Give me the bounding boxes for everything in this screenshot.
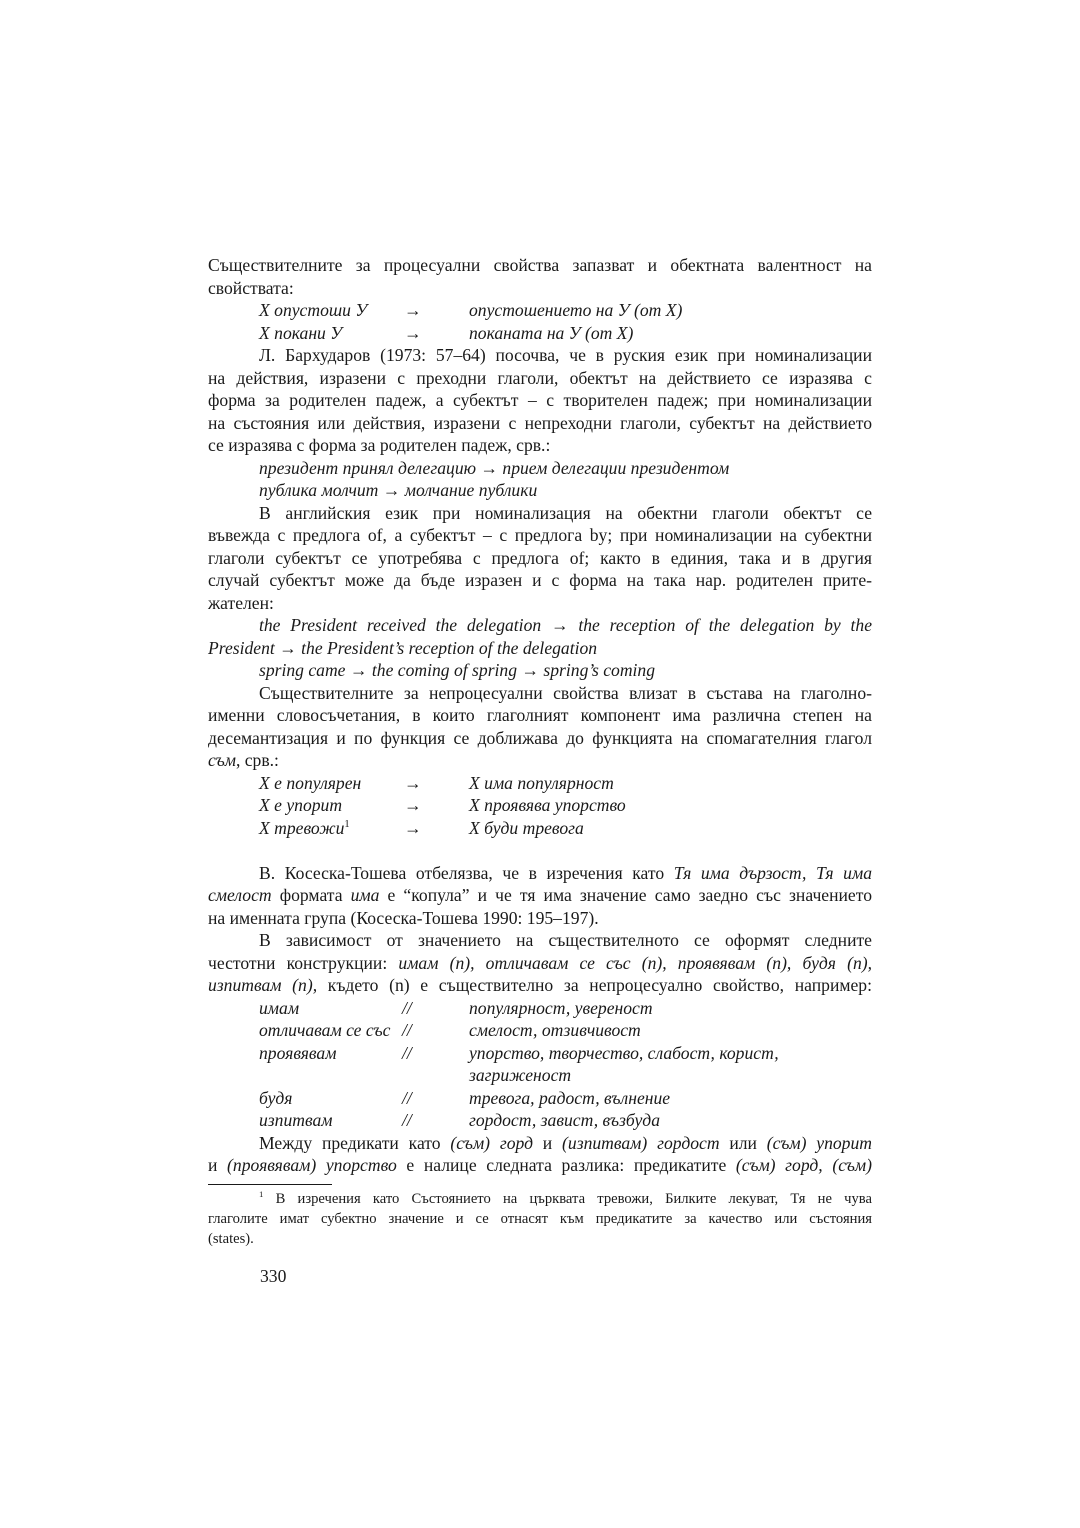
- verb-cell: изпитвам: [259, 1110, 333, 1130]
- separator-cell: //: [402, 1020, 412, 1040]
- example-line: [208, 457, 872, 480]
- separator-cell: //: [402, 997, 412, 1018]
- verb-table-row: [208, 1064, 872, 1087]
- separator-cell: //: [402, 1087, 412, 1108]
- example-line: [208, 637, 872, 660]
- verb-table-row: [208, 1087, 872, 1110]
- example-left: X е популярен: [259, 772, 362, 793]
- paragraph-line: съм, срв.:: [208, 750, 279, 770]
- example-left: X покани У: [259, 322, 343, 343]
- paragraph-line: и (проявявам) упорство е налице следната разлика: предикатите (съм) горд, (съм): [208, 1155, 872, 1175]
- spacer: [208, 839, 872, 862]
- paragraph-line: смелост формата има е “копула” и че тя има значение само заедно със значението: [208, 885, 872, 905]
- paragraph-line: форма за родителен падеж, а субектът – с творителен падеж; при номинализации: [208, 390, 872, 410]
- example-line: [208, 614, 872, 637]
- example-row: [208, 322, 872, 345]
- page-number: 330: [260, 1266, 287, 1286]
- example-left: X опустоши У: [259, 300, 368, 320]
- nouns-cell: загриженост: [469, 1065, 572, 1085]
- page-body: [208, 254, 872, 1249]
- footnote-marker[interactable]: 1: [344, 818, 350, 830]
- paragraph-line: на действия, изразени с преходни глаголи, обектът на действието се изразява с: [208, 367, 872, 388]
- paragraph-line: Съществителните за непроцесуални свойства влизат в състава на глаголно-: [259, 682, 872, 703]
- separator-cell: //: [402, 1042, 412, 1063]
- arrow-icon: →: [404, 795, 422, 815]
- paragraph-line: изпитвам (n), където (n) е съществително за непроцесуално свойство, например:: [208, 975, 872, 995]
- paragraph-line: честотни конструкции: имам (n), отличавам се със (n), проявявам (n), будя (n),: [208, 952, 873, 973]
- paragraph-line: на именната група (Косеска-Тошева 1990: 195–197).: [208, 907, 599, 928]
- paragraph-line: десемантизация и по функция се доближава до функцията на спомагателния глагол: [208, 727, 872, 748]
- example-left: X тревожи$^1$: [259, 817, 350, 838]
- english-example: the President received the delegation → the reception of the delegation by the: [259, 615, 872, 635]
- nouns-cell: упорство, творчество, слабост, корист,: [469, 1042, 779, 1063]
- verb-table-row: [208, 997, 872, 1020]
- verb-table-row: [208, 1042, 872, 1065]
- english-example: President → the President’s reception of the delegation: [208, 637, 598, 658]
- english-example: spring came → the coming of spring → spring’s coming: [259, 660, 656, 680]
- verb-cell: проявявам: [259, 1042, 337, 1063]
- paragraph-line: жателен:: [208, 592, 274, 613]
- verb-cell: имам: [259, 997, 300, 1018]
- arrow-icon: →: [404, 772, 422, 793]
- paragraph-line: именни словосъчетания, в които глаголният компонент има различна степен на: [208, 705, 872, 725]
- verb-cell: будя: [259, 1087, 293, 1108]
- example-right: поканата на У (от X): [469, 322, 634, 343]
- paragraph-line: Съществителните за процесуални свойства запазват и обектната валентност на: [208, 255, 872, 275]
- verb-table-row: [208, 1019, 872, 1042]
- footnote-separator: [208, 1184, 332, 1185]
- footnote-line: глаголите имат субектно значение и се отнасят към предикатите за качество или състояния: [208, 1210, 872, 1227]
- example-left: X е упорит: [259, 795, 343, 815]
- paragraph-line: въвежда с предлога of, а субектът – с предлога by; при номинализации на субектни: [208, 525, 872, 545]
- separator-cell: //: [402, 1110, 412, 1130]
- example-line: [208, 479, 872, 502]
- footnote-marker: 1: [259, 1188, 264, 1199]
- paragraph-line: на състояния или действия, изразени с непреходни глаголи, субектът на действието: [208, 412, 872, 433]
- verb-cell: отличавам се със: [259, 1020, 391, 1040]
- nouns-cell: смелост, отзивчивост: [469, 1020, 641, 1040]
- nouns-cell: популярност, увереност: [469, 997, 653, 1018]
- paragraph-line: Между предикати като (съм) горд и (изпитвам) гордост или (съм) упорит: [259, 1132, 872, 1153]
- paragraph-line: глаголи субектът се употребява с предлога of; както в единия, така и в другия: [208, 547, 872, 568]
- russian-example: президент принял делегацию → прием делегации президентом: [259, 457, 730, 478]
- paragraph-line: Л. Бархударов (1973: 57–64) посочва, че в руския език при номинализации: [259, 345, 872, 365]
- paragraph-line: В английския език при номинализация на обектни глаголи обектът се: [259, 502, 872, 523]
- arrow-icon: →: [404, 817, 422, 838]
- example-line: [208, 659, 872, 682]
- example-right: опустошението на У (от X): [469, 300, 683, 320]
- verb-table-row: [208, 1109, 872, 1132]
- example-right: X буди тревога: [469, 817, 584, 838]
- example-row: [208, 817, 872, 840]
- paragraph-line: В. Косеска-Тошева отбелязва, че в изречения като Тя има дързост, Тя има: [259, 862, 873, 883]
- example-row: [208, 772, 872, 795]
- paragraph-line: свойствата:: [208, 277, 294, 298]
- example-row: [208, 299, 872, 322]
- nouns-cell: гордост, завист, възбуда: [469, 1110, 660, 1130]
- example-right: X има популярност: [469, 772, 614, 793]
- paragraph-line: В зависимост от значението на съществителното се оформят следните: [259, 930, 872, 950]
- paragraph-line: случай субектът може да бъде изразен и с форма на така нар. родителен прите-: [208, 570, 872, 590]
- paragraph-line: се изразява с форма за родителен падеж, срв.:: [208, 435, 551, 455]
- arrow-icon: →: [404, 322, 422, 343]
- footnote-line: $^1$ В изречения като Състоянието на църквата тревожи, Билките лекуват, Тя не чува: [259, 1188, 872, 1207]
- russian-example: публика молчит → молчание публики: [259, 480, 538, 500]
- example-right: X проявява упорство: [469, 795, 626, 815]
- arrow-icon: →: [404, 300, 422, 320]
- nouns-cell: тревога, радост, вълнение: [469, 1087, 671, 1108]
- example-row: [208, 794, 872, 817]
- footnote-line: (states).: [208, 1230, 254, 1247]
